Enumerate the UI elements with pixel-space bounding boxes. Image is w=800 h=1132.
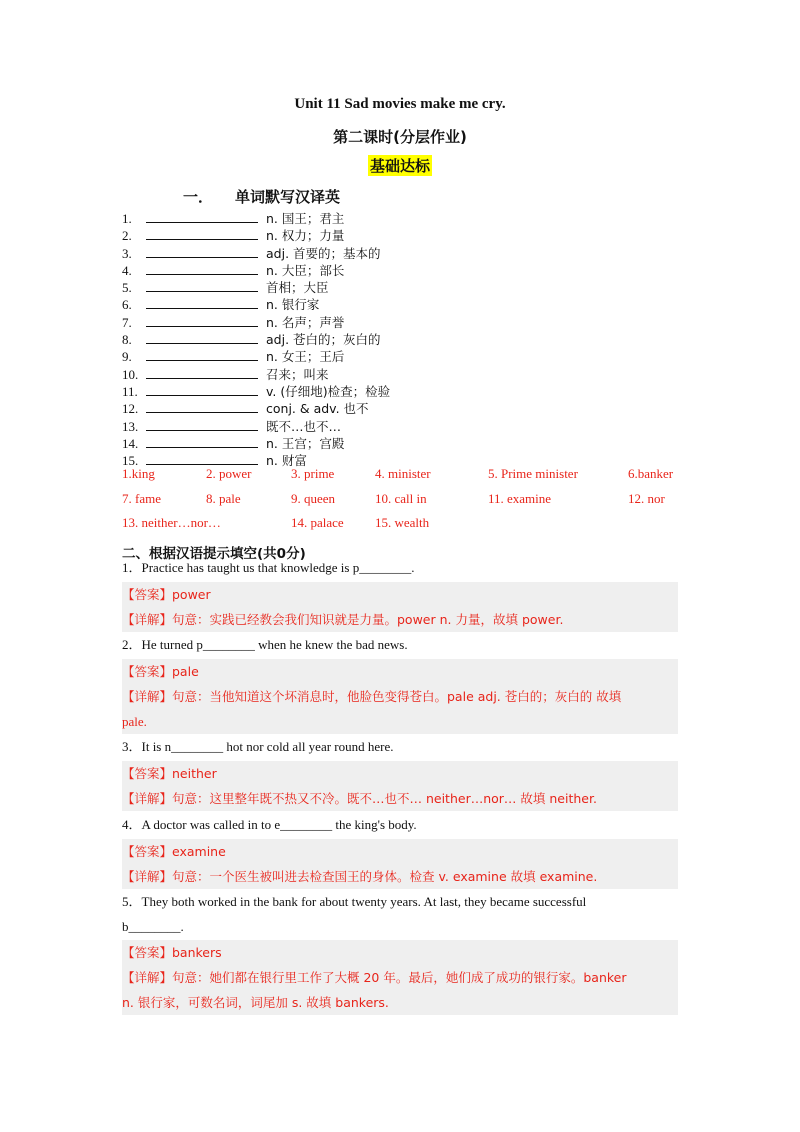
vocab-number: 7. [122, 314, 132, 330]
vocab-meaning: n. 国王；君主 [266, 211, 345, 226]
vocab-number: 14. [122, 435, 139, 451]
lesson-subtitle: 第二课时(分层作业) [333, 128, 467, 146]
answer-box-1 [122, 582, 678, 632]
vocab-row [122, 279, 682, 296]
answer-key-row [122, 466, 682, 491]
vocab-meaning: n. 财富 [266, 453, 307, 469]
detail-line: n. 银行家，可数名词，词尾加 s. 故填 bankers. [122, 995, 389, 1010]
vocab-meaning: 召来；叫来 [266, 366, 329, 382]
answer-blank [146, 453, 258, 465]
question-text: 3．It is n________ hot nor cold all year round here. [122, 739, 394, 754]
answer-blank [146, 332, 258, 344]
answer-key-item: 6.banker [628, 466, 674, 481]
section-1-number: 一． [183, 188, 214, 206]
vocab-meaning: 首相；大臣 [266, 280, 329, 296]
vocab-row [122, 366, 682, 383]
question-4 [122, 812, 678, 837]
question-5 [122, 889, 678, 939]
vocab-number: 12. [122, 401, 139, 417]
question-3 [122, 734, 678, 759]
vocab-number: 5. [122, 280, 132, 296]
vocab-meaning: n. 女王；王后 [266, 349, 345, 365]
vocab-row [122, 227, 682, 244]
answer-blank [146, 263, 258, 275]
answer-line: 【答案】examine [122, 844, 226, 859]
answer-key-item: 1.king [122, 466, 155, 481]
answer-key-item: 15. wealth [375, 515, 430, 531]
answer-blank [146, 315, 258, 327]
vocab-row [122, 210, 682, 227]
answer-line: 【答案】bankers [122, 945, 222, 960]
vocab-row [122, 418, 682, 435]
vocab-number: 11. [122, 383, 138, 399]
question-text: 5．They both worked in the bank for about twenty years. At last, they became successful [122, 894, 587, 909]
answer-key-item: 7. fame [122, 490, 161, 506]
detail-line: pale. [122, 714, 147, 729]
detail-line: 【详解】句意：一个医生被叫进去检查国王的身体。检查 v. examine 故填 examine. [122, 869, 598, 884]
answer-box-3 [122, 761, 678, 811]
question-text: b________. [122, 919, 184, 934]
answer-key-item: 2. power [206, 466, 252, 481]
vocab-row [122, 383, 682, 400]
question-text: 1．Practice has taught us that knowledge is p________. [122, 560, 415, 575]
document-title: Unit 11 Sad movies make me cry. [294, 96, 506, 112]
detail-line: 【详解】句意：这里整年既不热又不冷。既不…也不… neither…nor… 故填 neither. [122, 791, 597, 806]
vocab-row [122, 435, 682, 452]
vocab-number: 6. [122, 297, 132, 313]
answer-blank [146, 401, 258, 413]
vocab-number: 3. [122, 245, 132, 261]
answer-key-row [122, 491, 682, 516]
answer-key-item: 13. neither…nor… [122, 515, 221, 531]
vocab-meaning: n. 权力；力量 [266, 228, 345, 244]
vocab-number: 4. [122, 262, 132, 278]
vocab-meaning: n. 王宫；宫殿 [266, 435, 345, 451]
answer-key-item: 5. Prime minister [488, 466, 578, 481]
section-1-title: 单词默写汉译英 [235, 188, 341, 206]
section-1-heading [183, 186, 340, 207]
answer-blank [146, 297, 258, 309]
vocab-list [122, 210, 682, 469]
question-text: 2．He turned p________ when he knew the bad news. [122, 637, 408, 652]
answer-key-item: 12. nor [628, 490, 665, 506]
vocab-meaning: n. 银行家 [266, 297, 320, 313]
answer-key-row [122, 515, 682, 540]
vocab-number: 8. [122, 332, 132, 348]
answer-line: 【答案】power [122, 587, 211, 602]
answer-key-item: 4. minister [375, 466, 431, 481]
vocab-answer-key [122, 466, 682, 540]
vocab-meaning: v. (仔细地)检查；检验 [266, 383, 391, 399]
vocab-row [122, 331, 682, 348]
answer-blank [146, 384, 258, 396]
vocab-row [122, 296, 682, 313]
answer-key-item: 14. palace [291, 515, 344, 531]
answer-key-item: 8. pale [206, 490, 241, 506]
answer-box-2 [122, 659, 678, 734]
answer-key-item: 10. call in [375, 490, 427, 506]
vocab-meaning: 既不…也不… [266, 418, 342, 434]
vocab-row [122, 262, 682, 279]
vocab-meaning: n. 大臣；部长 [266, 262, 345, 278]
vocab-number: 2. [122, 228, 132, 244]
level-highlight: 基础达标 [369, 157, 430, 175]
answer-line: 【答案】neither [122, 766, 217, 781]
answer-blank [146, 280, 258, 292]
vocab-number: 15. [122, 453, 139, 469]
vocab-meaning: adj. 苍白的；灰白的 [266, 332, 381, 348]
detail-line: 【详解】句意：实践已经教会我们知识就是力量。power n. 力量，故填 power. [122, 612, 564, 627]
vocab-row [122, 400, 682, 417]
vocab-row [122, 348, 682, 365]
answer-box-4 [122, 839, 678, 889]
detail-line: 【详解】句意：她们都在银行里工作了大概 20 年。最后，她们成了成功的银行家。banker [122, 970, 627, 985]
answer-key-item: 3. prime [291, 466, 335, 481]
section-2-heading: 二、根据汉语提示填空(共0分) [122, 546, 306, 562]
answer-box-5 [122, 940, 678, 1015]
answer-blank [146, 367, 258, 379]
answer-key-item: 11. examine [488, 490, 552, 506]
answer-blank [146, 436, 258, 448]
answer-blank [146, 228, 258, 240]
vocab-number: 13. [122, 418, 139, 434]
answer-key-item: 9. queen [291, 490, 336, 506]
question-2 [122, 632, 678, 657]
answer-line: 【答案】pale [122, 664, 199, 679]
vocab-meaning: conj. & adv. 也不 [266, 401, 369, 417]
vocab-row [122, 245, 682, 262]
vocab-meaning: n. 名声；声誉 [266, 314, 345, 330]
answer-blank [146, 419, 258, 431]
answer-blank [146, 211, 258, 223]
question-text: 4．A doctor was called in to e________ the king's body. [122, 817, 417, 832]
level-heading [0, 155, 800, 176]
answer-blank [146, 246, 258, 258]
question-1 [122, 555, 678, 580]
vocab-meaning: adj. 首要的；基本的 [266, 245, 381, 261]
answer-blank [146, 349, 258, 361]
detail-line: 【详解】句意：当他知道这个坏消息时，他脸色变得苍白。pale adj. 苍白的；灰白的 故填 [122, 689, 622, 704]
vocab-number: 10. [122, 366, 139, 382]
vocab-number: 9. [122, 349, 132, 365]
vocab-row [122, 314, 682, 331]
vocab-number: 1. [122, 211, 132, 226]
